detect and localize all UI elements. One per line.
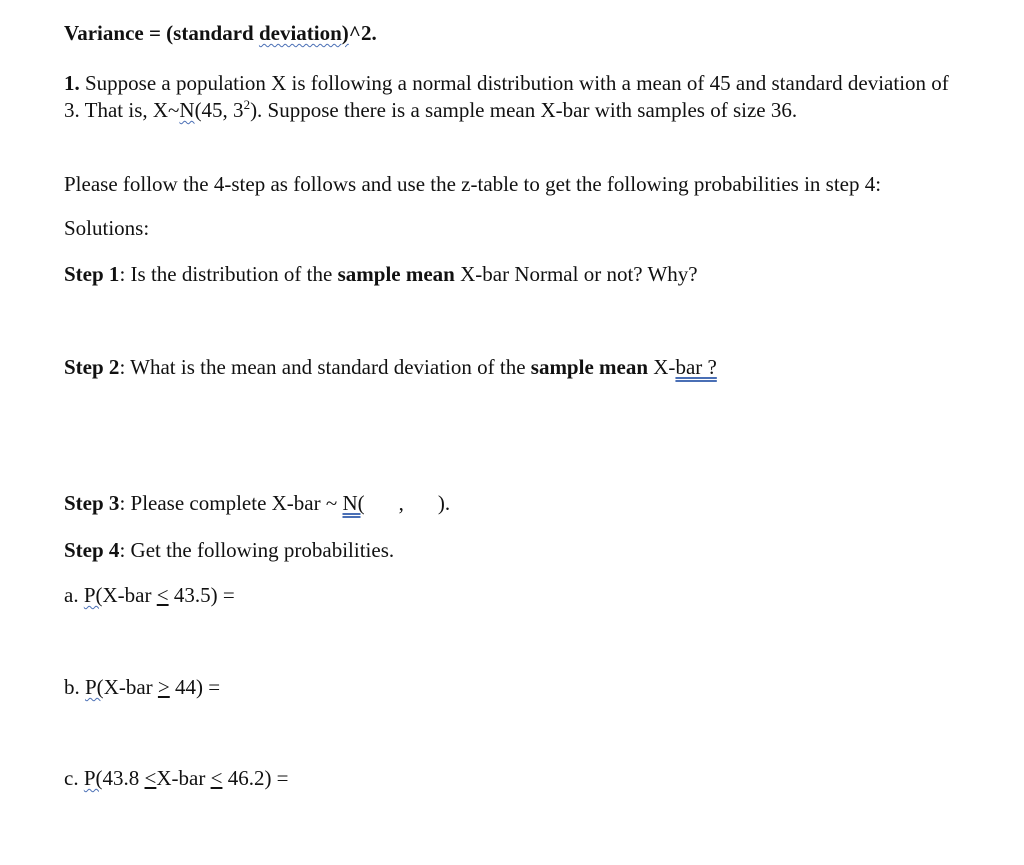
question-c-mid-2: X-bar — [156, 766, 211, 790]
step-3-text-a: : Please complete X-bar ~ — [119, 491, 343, 515]
problem-text-3: ). Suppose there is a sample mean X-bar with samples of size 36. — [250, 98, 798, 122]
step-1 — [64, 261, 698, 288]
step-3-close: ). — [437, 491, 451, 515]
question-c-mid: 43.8 — [102, 766, 145, 790]
instructions: Please follow the 4-step as follows and use the z-table to get the following probabilities in step 4: — [64, 172, 882, 196]
question-b — [64, 674, 220, 701]
step-3-label: Step 3 — [64, 491, 120, 515]
step-1-label: Step 1 — [64, 262, 120, 286]
step-3-dist: N( — [342, 491, 365, 515]
question-a-mid: X-bar — [102, 583, 157, 607]
step-1-text-a: : Is the distribution of the — [119, 262, 338, 286]
step-2-text-a: : What is the mean and standard deviation of the — [119, 355, 531, 379]
step-3-comma: , — [398, 491, 404, 515]
step-2-bold: sample mean — [530, 355, 649, 379]
question-b-symbol: > — [157, 675, 170, 699]
variance-tail: ^2. — [348, 21, 377, 45]
question-c-p: P( — [83, 766, 103, 790]
question-a-tail: 43.5) = — [168, 583, 235, 607]
question-c-symbol-1: < — [144, 766, 157, 790]
step-4-text: : Get the following probabilities. — [119, 538, 395, 562]
problem-statement — [64, 70, 964, 124]
question-c-prefix: c. — [64, 766, 84, 790]
question-c — [64, 765, 289, 792]
problem-superscript: 2 — [243, 97, 251, 112]
question-a-prefix: a. — [64, 583, 84, 607]
question-b-p: P( — [85, 675, 104, 699]
step-3 — [64, 490, 450, 517]
question-b-mid: X-bar — [103, 675, 158, 699]
problem-text-1: Suppose a population X is following a normal distribution with a mean of 45 and standard deviation of 3. That is, X~ — [64, 71, 949, 122]
question-b-prefix: b. — [64, 675, 85, 699]
step-2 — [64, 354, 717, 381]
step-4-label: Step 4 — [64, 538, 120, 562]
solutions-label: Solutions: — [64, 216, 150, 240]
question-c-tail: 46.2) = — [222, 766, 289, 790]
step-4 — [64, 537, 394, 564]
question-b-tail: 44) = — [169, 675, 221, 699]
variance-heading — [64, 20, 377, 47]
problem-text-2: (45, 3 — [194, 98, 244, 122]
variance-label: Variance = (standard — [64, 21, 259, 45]
step-1-text-b: X-bar Normal or not? Why? — [454, 262, 698, 286]
variance-word: deviation) — [258, 21, 349, 45]
step-1-bold: sample mean — [337, 262, 455, 286]
question-a-p: P( — [83, 583, 103, 607]
step-2-underlined: bar ? — [675, 355, 717, 379]
question-a-symbol: < — [156, 583, 169, 607]
problem-dist-word: N — [179, 98, 195, 122]
question-c-symbol-2: < — [210, 766, 223, 790]
problem-number: 1. — [64, 71, 80, 95]
step-2-text-b: X- — [648, 355, 676, 379]
step-2-label: Step 2 — [64, 355, 120, 379]
question-a — [64, 582, 235, 609]
